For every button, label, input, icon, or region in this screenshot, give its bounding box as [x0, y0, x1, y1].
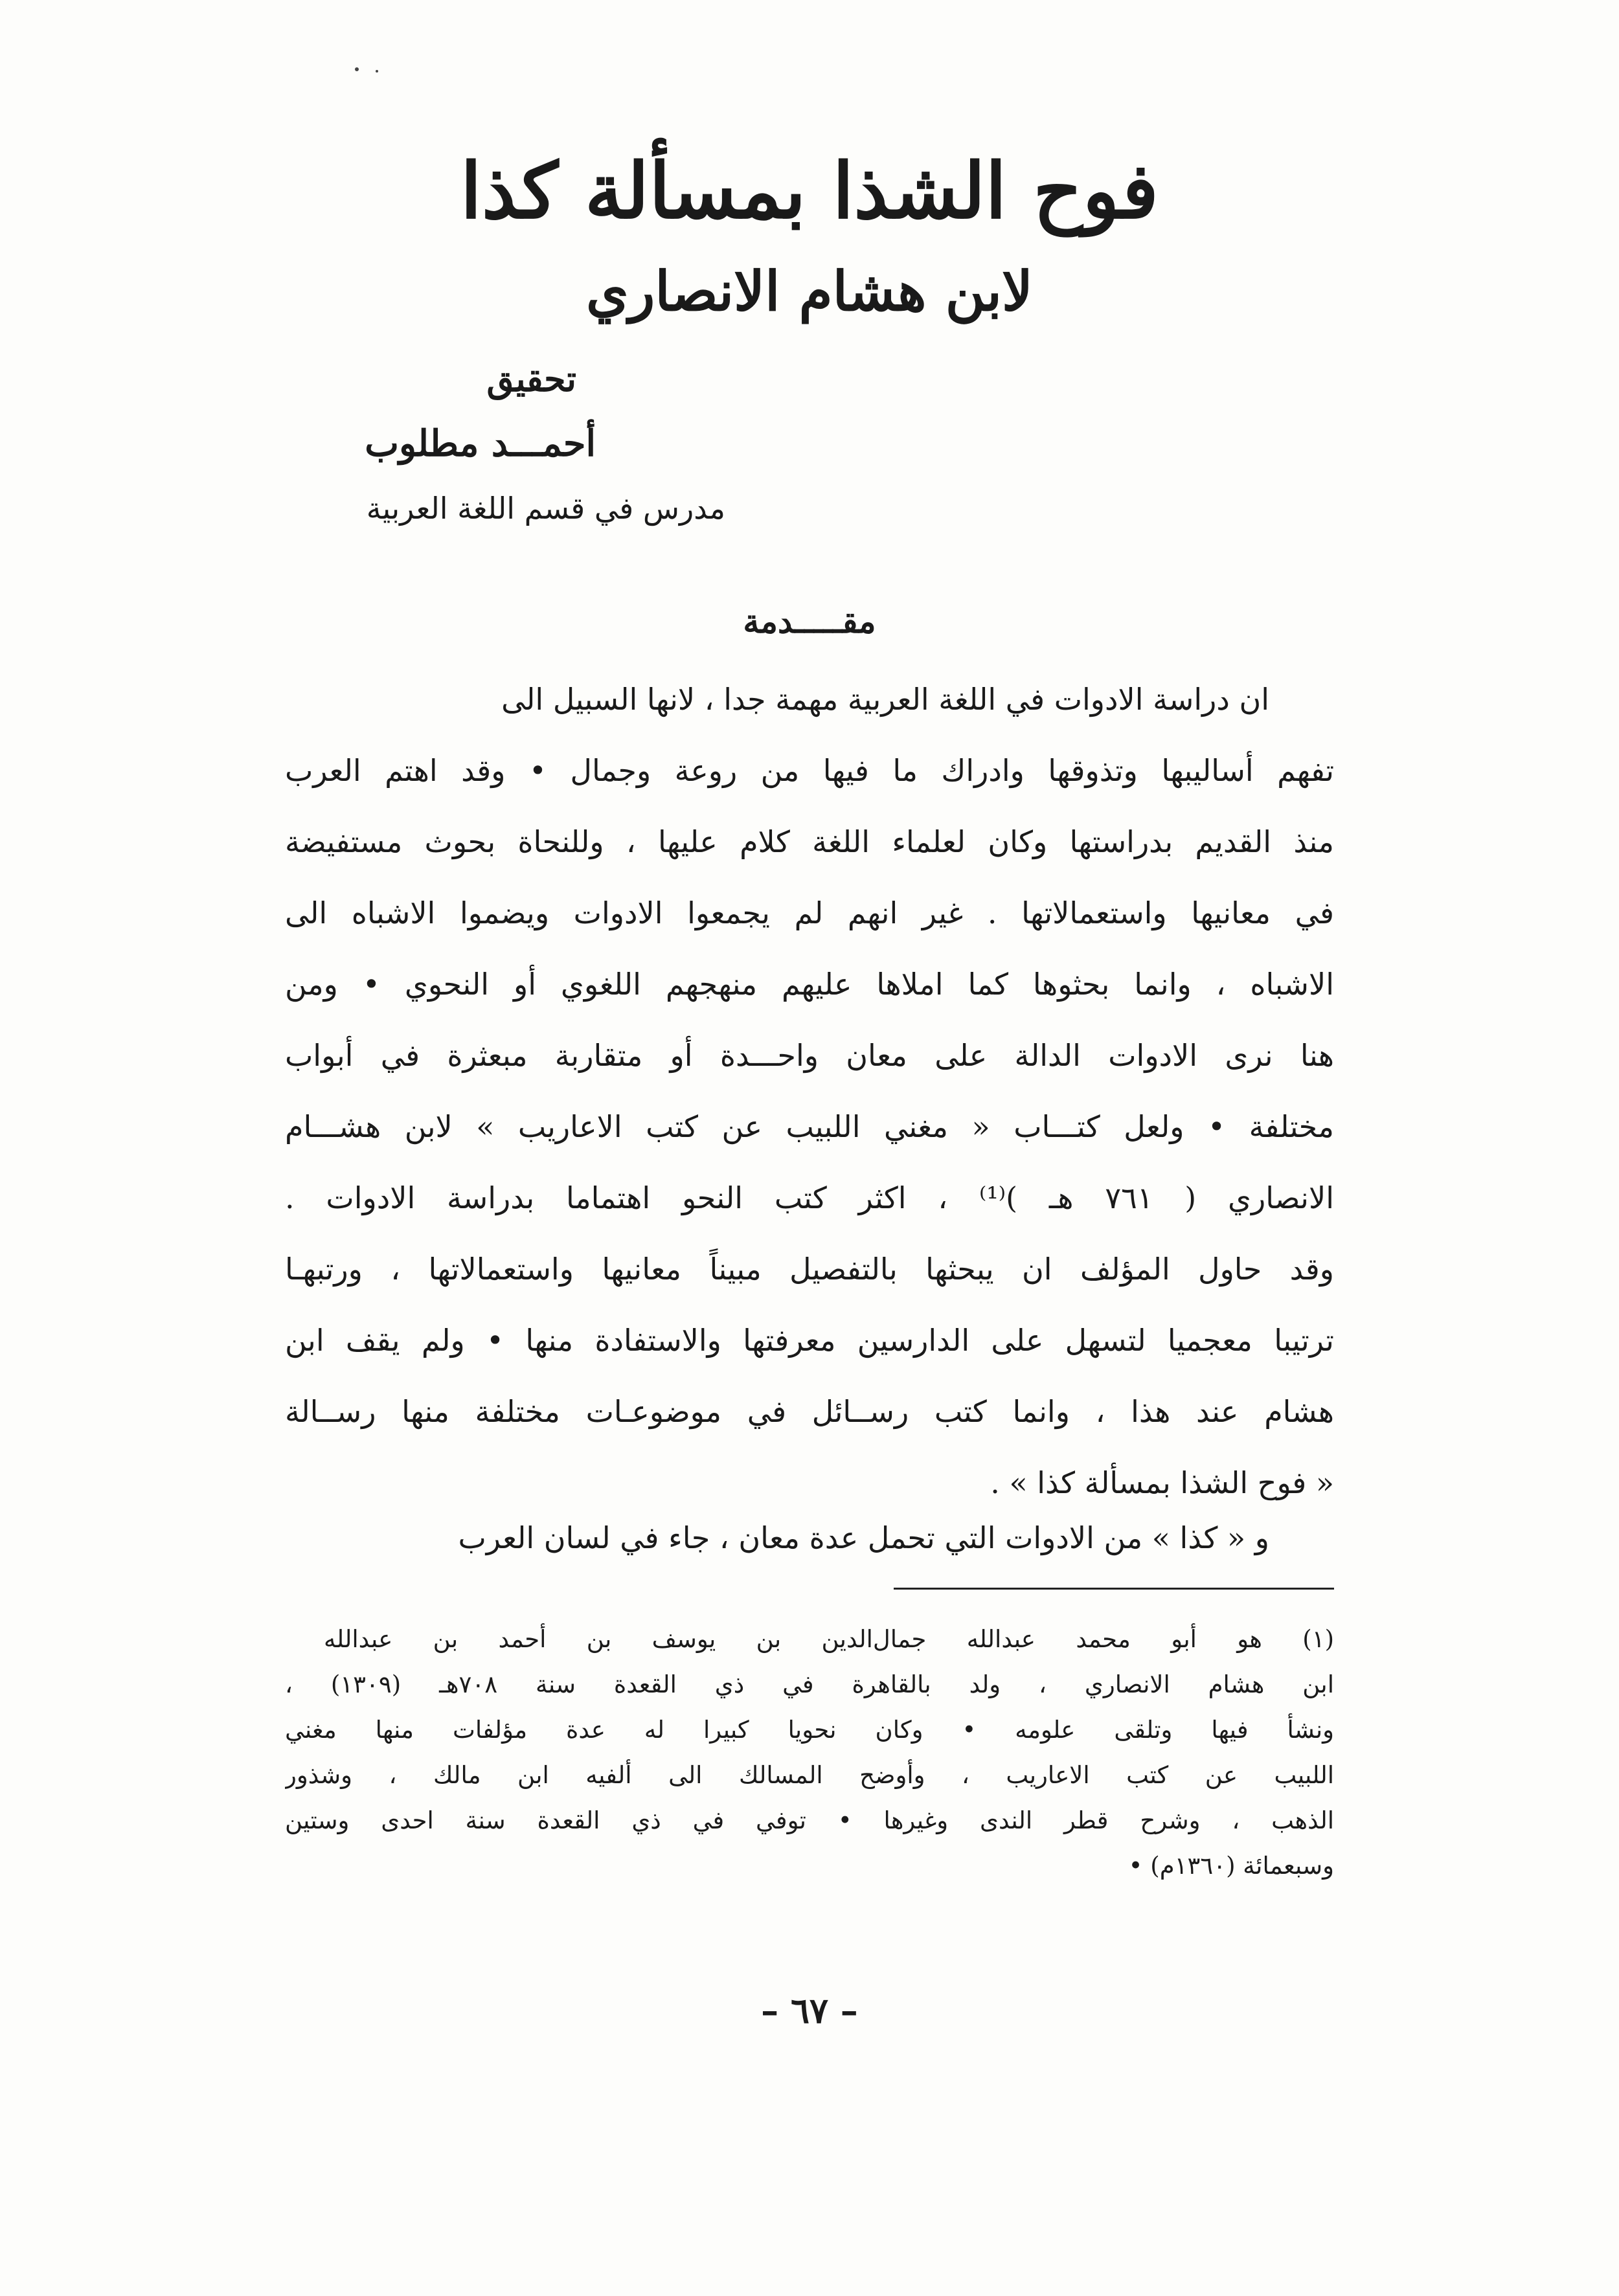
body-line: وقد حاول المؤلف ان يبحثها بالتفصيل مبيناً معانيها واستعمالاتها ، ورتبهـا	[285, 1252, 1334, 1287]
footnote-line: اللبيب عن كتب الاعاريب ، وأوضح المسالك الى ألفيه ابن مالك ، وشذور	[285, 1761, 1334, 1789]
body-line: منذ القديم بدراستها وكان لعلماء اللغة كلام عليها ، وللنحاة بحوث مستفيضة	[285, 824, 1334, 859]
footnote-line: وسبعمائة (١٣٦٠م) •	[1128, 1852, 1334, 1880]
body-line: الاشباه ، وانما بحثوها كما املاها عليهم منهجهم اللغوي أو النحوي • ومن	[285, 967, 1334, 1002]
footnote-line: ونشأ فيها وتلقى علومه • وكان نحويا كبيرا له عدة مؤلفات منها مغني	[285, 1716, 1334, 1744]
body-line: هشام عند هذا ، وانما كتب رســائل في موضوعـات مختلفة منها رســالة	[285, 1394, 1334, 1429]
footnote-line: (١) هو أبو محمد عبدالله جمال‌الدين بن يوسف بن أحمد بن عبدالله	[324, 1625, 1334, 1653]
body-line: « فوح الشذا بمسألة كذا » .	[990, 1465, 1334, 1500]
body-line: و « كذا » من الادوات التي تحمل عدة معان ، جاء في لسان العرب	[458, 1520, 1269, 1555]
section-heading: مقـــــدمة	[743, 602, 876, 640]
page-number: – ٦٧ –	[761, 1990, 858, 2031]
paper-title: فوح الشذا بمسألة كذا	[460, 146, 1159, 236]
body-line: في معانيها واستعمالاتها . غير انهم لم يجمعوا الادوات ويضموا الاشباه الى	[285, 895, 1334, 930]
paper-author: لابن هشام الانصاري	[586, 259, 1033, 323]
body-line: تفهم أساليبها وتذوقها وادراك ما فيها من روعة وجمال • وقد اهتم العرب	[285, 753, 1334, 788]
footnote-line: الذهب ، وشرح قطر الندى وغيرها • توفي في ذي القعدة سنة احدى وستين	[285, 1806, 1334, 1834]
scan-speck	[376, 70, 378, 73]
body-line: الانصاري ( ٧٦١ هـ )⁽¹⁾ ، اكثر كتب النحو اهتماما بدراسة الادوات .	[285, 1180, 1334, 1215]
footnote-line: ابن هشام الانصاري ، ولد بالقاهرة في ذي القعدة سنة ٧٠٨هـ (١٣٠٩) ،	[285, 1671, 1334, 1698]
tahqiq-label: تحقيق	[486, 358, 576, 400]
editor-affiliation: مدرس في قسم اللغة العربية	[366, 491, 725, 526]
editor-name: أحمـــد مطلوب	[365, 422, 596, 465]
body-line: مختلفة • ولعل كتـــاب « مغني اللبيب عن كتب الاعاريب » لابن هشـــام	[285, 1109, 1334, 1144]
body-line: ان دراسة الادوات في اللغة العربية مهمة جدا ، لانها السبيل الى	[501, 682, 1269, 717]
body-line: هنا نرى الادوات الدالة على معان واحـــدة أو متقاربة مبعثرة في أبواب	[285, 1038, 1334, 1073]
body-line: ترتيبا معجميا لتسهل على الدارسين معرفتها والاستفادة منها • ولم يقف ابن	[285, 1323, 1334, 1358]
scan-speck	[355, 67, 359, 71]
footnote-separator	[894, 1588, 1334, 1590]
